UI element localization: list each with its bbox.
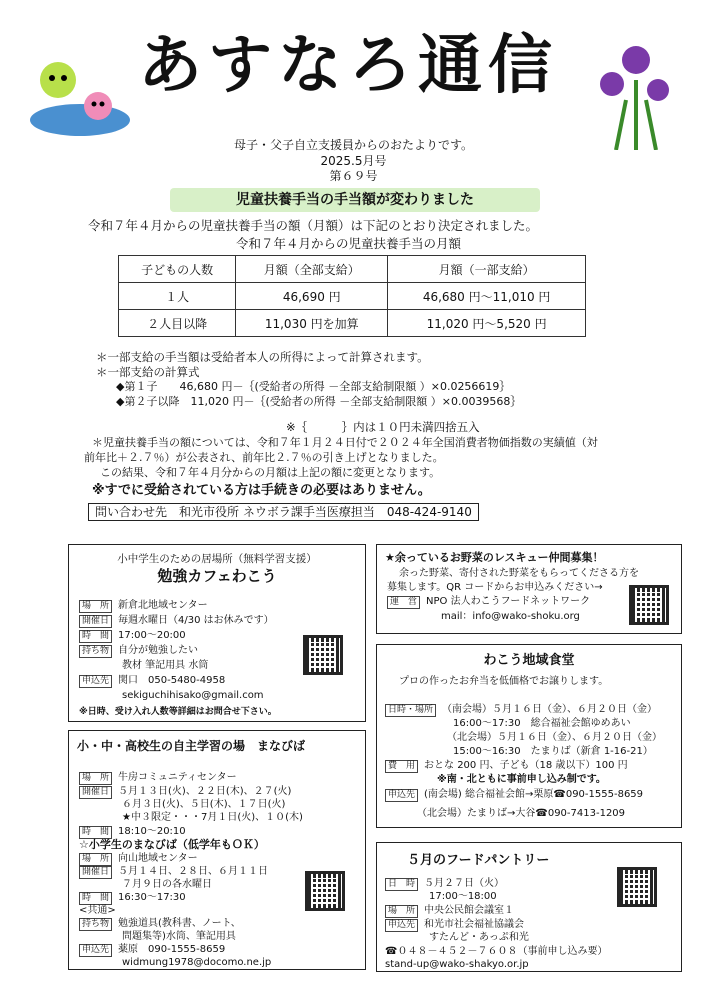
row-label: 申込先 — [79, 944, 112, 957]
row-value: widmung1978@docomo.ne.jp — [122, 957, 272, 968]
row-label: 持ち物 — [79, 645, 112, 658]
row-label: 時 間 — [79, 826, 112, 839]
row-value: 18:10～20:10 — [118, 826, 186, 837]
row-value: （北会場）たまりば→大谷☎090-7413-1209 — [417, 808, 626, 819]
row-value: 牛房コミュニティセンター — [118, 772, 237, 783]
rescue-title: ★余っているお野菜のレスキュー仲間募集！ — [385, 551, 604, 564]
note-1: ＊一部支給の手当額は受給者本人の所得によって計算されます。 — [96, 350, 429, 364]
table-cell: 46,680 円～11,010 円 — [388, 283, 586, 310]
cafe-title: 勉強カフェわこう — [157, 567, 277, 585]
important-note: ※すでに受給されている方は手続きの必要はありません。 — [92, 483, 431, 498]
row-label: 申込先 — [79, 675, 112, 688]
manabiba-title: 小・中・高校生の自主学習の場 まなびば — [77, 739, 306, 753]
row-value: 和光市社会福祉協議会 — [424, 919, 525, 930]
row-value: 問題集等)水筒、筆記用具 — [122, 931, 236, 942]
row-value: ☎０４８－４５２－７６０８（事前申し込み要） — [385, 946, 608, 957]
row-value: ※南・北ともに事前申し込み制です。 — [437, 774, 606, 785]
rescue-text: 余った野菜、寄付された野菜をもらってくださる方を — [399, 568, 639, 579]
qr-code — [305, 871, 345, 911]
dining-lead: プロの作ったお弁当を低価格でお譲りします。 — [399, 676, 609, 687]
qr-code — [303, 635, 343, 675]
row-label: 持ち物 — [79, 918, 112, 931]
row-value: すたんど・あっぷ和光 — [429, 932, 529, 943]
headline-banner: 児童扶養手当の手当額が変わりました — [170, 188, 540, 212]
row-label: 場 所 — [79, 600, 112, 613]
row-label: 時 間 — [79, 630, 112, 643]
row-value: 17:00～18:00 — [429, 891, 497, 902]
row-label: 時 間 — [79, 892, 112, 905]
formula-2: ◆第２子以降 11,020 円－｛(受給者の所得 －全部支給制限額 ）×0.0039568｝ — [116, 395, 522, 408]
row-label: 日時・場所 — [385, 704, 436, 717]
common-label: <共通> — [79, 905, 116, 916]
row-label: 開催日 — [79, 866, 112, 879]
veggie-rescue-box — [376, 544, 682, 634]
dining-title: わこう地域食堂 — [483, 653, 575, 668]
rounding-note: ※｛ ｝内は１０円未満四捨五入 — [286, 420, 480, 434]
row-value: 15:00～16:30 たまりば（新倉 1-16-21） — [453, 746, 653, 757]
row-value: ５月２７日（火） — [424, 878, 505, 889]
food-pantry-box — [376, 842, 682, 972]
row-value: 中央公民館会議室１ — [424, 905, 515, 916]
row-label: 申込先 — [385, 919, 418, 932]
issue-date: 2025.5月号 — [320, 154, 387, 168]
subtitle: 母子・父子自立支援員からのおたよりです。 — [233, 138, 474, 152]
table-header: 月額（一部支給） — [388, 256, 586, 283]
row-value: (南会場) 総合福祉会館→栗原☎090-1555-8659 — [424, 789, 644, 800]
row-value: 関口 050-5480-4958 — [118, 675, 226, 686]
row-label: 開催日 — [79, 615, 112, 628]
explanation-1: ＊児童扶養手当の額については、令和７年１月２４日付で２０２４年全国消費者物価指数の実績値（対 — [92, 436, 598, 449]
row-label: 運 営 — [387, 596, 420, 609]
mascot-illustration — [10, 40, 130, 150]
table-cell: 11,020 円～5,520 円 — [388, 310, 586, 337]
manabiba-subtitle: ☆小学生のまなびば（低学年もＯＫ） — [79, 838, 265, 851]
qr-code — [629, 585, 669, 625]
row-value: ７月９日の各水曜日 — [122, 879, 212, 890]
row-label: 費 用 — [385, 760, 418, 773]
row-label: 場 所 — [79, 853, 112, 866]
row-value: おとな 200 円、子ども（18 歳以下）100 円 — [424, 760, 628, 771]
community-dining-box — [376, 644, 682, 828]
manabiba-box — [68, 730, 366, 970]
qr-code — [617, 867, 657, 907]
row-value: （北会場）５月１６日（金）、６月２０日（金） — [447, 732, 662, 743]
table-cell: ２人目以降 — [119, 310, 236, 337]
pantry-title: ５月のフードパントリー — [407, 853, 550, 868]
row-value: stand-up@wako-shakyo.or.jp — [385, 959, 529, 970]
row-value: 勉強道具(教科書、ノート、 — [118, 918, 241, 929]
row-label: 場 所 — [385, 905, 418, 918]
row-value: 17:00～20:00 — [118, 630, 186, 641]
row-label: 場 所 — [79, 772, 112, 785]
row-value: 16:00～17:30 総合福祉会館ゆめあい — [453, 718, 631, 729]
row-label: 開催日 — [79, 786, 112, 799]
newsletter-title: あすなろ通信 — [138, 29, 558, 103]
row-value: 16:30～17:30 — [118, 892, 186, 903]
row-value: NPO 法人わこうフードネットワーク — [426, 596, 591, 607]
row-value: （南会場）５月１６日（金）、６月２０日（金） — [442, 704, 658, 715]
note-2: ＊一部支給の計算式 — [96, 365, 200, 379]
rescue-mail: mail：info@wako-shoku.org — [441, 611, 580, 622]
row-value: 薬原 090-1555-8659 — [118, 944, 226, 955]
table-cell: 46,690 円 — [236, 283, 388, 310]
row-value: 毎週水曜日（4/30 はお休みです） — [118, 615, 274, 626]
intro-text: 令和７年４月からの児童扶養手当の額（月額）は下記のとおり決定されました。 — [88, 218, 539, 233]
row-label: 申込先 — [385, 789, 418, 802]
table-cell: １人 — [119, 283, 236, 310]
table-cell: 11,030 円を加算 — [236, 310, 388, 337]
row-value: 新倉北地域センター — [118, 600, 208, 611]
table-header: 子どもの人数 — [119, 256, 236, 283]
cafe-caption: 小中学生のための居場所（無料学習支援） — [117, 553, 317, 565]
table-title: 令和７年４月からの児童扶養手当の月額 — [236, 236, 462, 251]
row-value: ５月１４日、２８日、６月１１日 — [118, 866, 269, 877]
contact-info: 問い合わせ先 和光市役所 ネウボラ課手当医療担当 048-424-9140 — [88, 503, 479, 521]
row-value: ★中３限定・・・7月１日(火)、１０(木) — [122, 812, 303, 823]
row-value: 向山地域センター — [118, 853, 198, 864]
issue-number: 第６９号 — [329, 169, 378, 183]
row-value: 自分が勉強したい — [118, 645, 199, 656]
row-value: ６月３日(火)、５日(木)、１７日(火) — [122, 799, 286, 810]
formula-1: ◆第１子 46,680 円－｛(受給者の所得 －全部支給制限額 ）×0.0256619｝ — [116, 380, 511, 393]
table-header: 月額（全部支給） — [236, 256, 388, 283]
row-value: sekiguchihisako@gmail.com — [122, 690, 264, 701]
explanation-3: この結果、令和７年４月分からの月額は上記の額に変更となります。 — [100, 466, 441, 479]
row-value: 教材 筆記用具 水筒 — [122, 660, 209, 671]
row-label: 日 時 — [385, 878, 418, 891]
explanation-2: 前年比＋２.７％）が公表され、前年比２.７％の引き上げとなりました。 — [84, 451, 444, 464]
study-cafe-box — [68, 544, 366, 722]
rescue-text: 募集します。QR コードからお申込みください→ — [387, 582, 603, 593]
iris-flower-illustration — [596, 40, 676, 150]
cafe-note: ※日時、受け入れ人数等詳細はお問合せ下さい。 — [79, 707, 277, 717]
allowance-table — [118, 255, 586, 337]
row-value: ５月１３日(火)、２２日(木)、２７(火) — [118, 786, 292, 797]
